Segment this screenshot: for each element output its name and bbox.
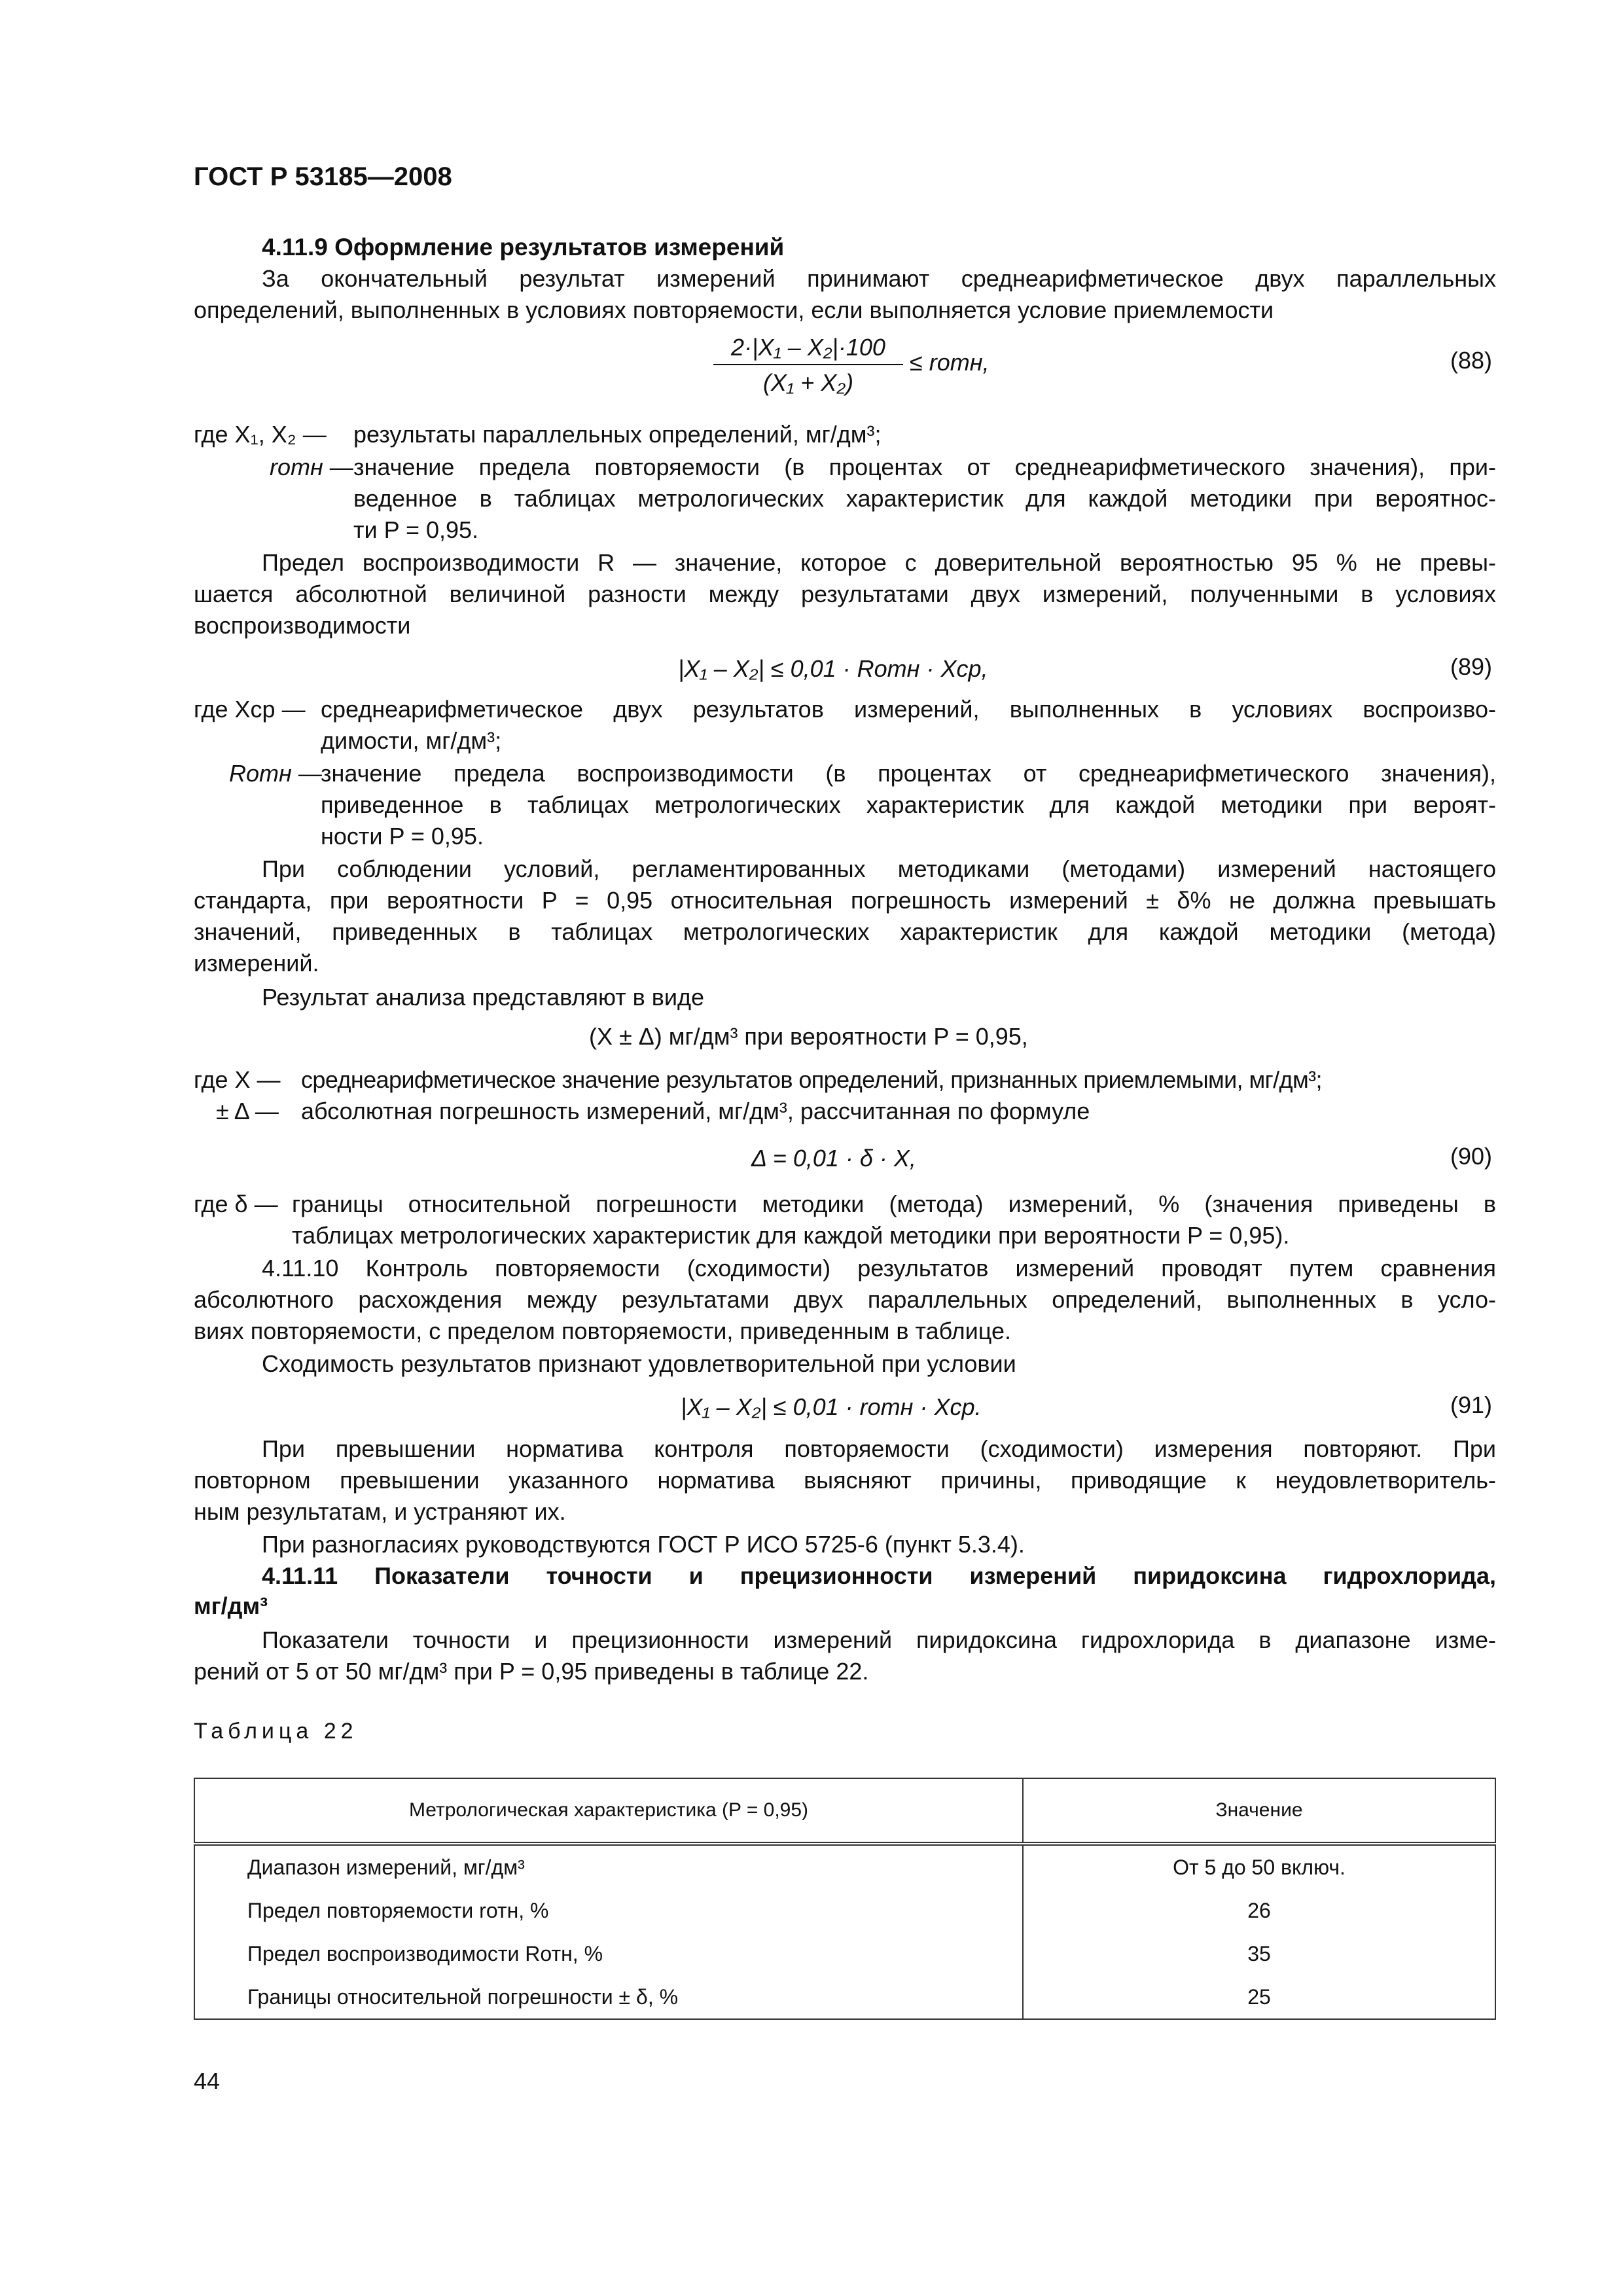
equation-88-denominator: (X₁ + X₂)	[762, 369, 854, 396]
paragraph-line: значений, приведенных в таблицах метрологических характеристик для каждой методики (метода)	[194, 918, 1496, 945]
equation-88-number: (88)	[1450, 347, 1492, 374]
table-cell-value: 25	[1023, 1975, 1495, 2019]
paragraph-line: ным результатам, и устраняют их.	[194, 1498, 566, 1525]
page-number: 44	[194, 2068, 221, 2094]
where-text: ности P = 0,95.	[321, 823, 484, 850]
equation-90: Δ = 0,01 · δ · X,	[751, 1145, 916, 1172]
paragraph-line: Показатели точности и прецизионности измерений пиридоксина гидрохлорида в диапазоне изме-	[262, 1626, 1496, 1653]
table-cell-name: Предел воспроизводимости Rотн, %	[194, 1932, 1023, 1975]
paragraph-line: определений, выполненных в условиях повторяемости, если выполняется условие приемлемости	[194, 296, 1274, 323]
where-lead: где δ —	[194, 1191, 278, 1217]
table-row	[194, 1889, 1495, 1932]
table-row	[194, 1975, 1495, 2019]
where-text: димости, мг/дм³;	[321, 727, 502, 754]
equation-88-fraction	[713, 334, 903, 397]
table-cell-value: 35	[1023, 1932, 1495, 1975]
where-lead: rотн —	[270, 454, 353, 480]
where-text: таблицах метрологических характеристик для каждой методики при вероятности P = 0,95).	[292, 1222, 1290, 1249]
section-4-11-11-title: 4.11.11 Показатели точности и прецизионности измерений пиридоксина гидрохлорида,	[262, 1562, 1496, 1589]
paragraph-line: рений от 5 от 50 мг/дм³ при P = 0,95 приведены в таблице 22.	[194, 1658, 869, 1685]
paragraph-line: шается абсолютной величиной разности между результатами двух измерений, полученными в условиях	[194, 581, 1496, 607]
where-text: веденное в таблицах метрологических характеристик для каждой методики при вероятнос-	[353, 485, 1496, 512]
result-expression: (X ± Δ) мг/дм³ при вероятности P = 0,95,	[589, 1023, 1028, 1050]
paragraph-line: Сходимость результатов признают удовлетворительной при условии	[262, 1350, 1016, 1377]
table-cell-value: От 5 до 50 включ.	[1023, 1844, 1495, 1889]
where-text: приведенное в таблицах метрологических характеристик для каждой методики при вероят-	[321, 791, 1496, 818]
equation-91-number: (91)	[1450, 1391, 1492, 1418]
paragraph-line: абсолютного расхождения между результатами двух параллельных определений, выполненных в усло-	[194, 1286, 1496, 1313]
document-code-header: ГОСТ Р 53185—2008	[194, 162, 452, 191]
equation-91: |X₁ – X₂| ≤ 0,01 · rотн · Xср.	[681, 1393, 982, 1420]
paragraph-line: Предел воспроизводимости R — значение, которое с доверительной вероятностью 95 % не превы-	[262, 549, 1496, 576]
where-text: среднеарифметическое значение результатов определений, признанных приемлемыми, мг/дм³;	[301, 1066, 1322, 1093]
paragraph-line: 4.11.10 Контроль повторяемости (сходимости) результатов измерений проводят путем сравнения	[262, 1255, 1496, 1282]
paragraph-line: За окончательный результат измерений принимают среднеарифметическое двух параллельных	[262, 265, 1496, 292]
paragraph-line: При соблюдении условий, регламентированных методиками (методами) измерений настоящего	[262, 855, 1496, 882]
table-cell-name: Границы относительной погрешности ± δ, %	[194, 1975, 1023, 2019]
table-header-row	[194, 1778, 1495, 1844]
equation-89-number: (89)	[1450, 653, 1492, 680]
paragraph-line: При разногласиях руководствуются ГОСТ Р ИСО 5725-6 (пункт 5.3.4).	[262, 1531, 1025, 1558]
where-text: среднеарифметическое двух результатов измерений, выполненных в условиях воспроизво-	[321, 696, 1496, 723]
paragraph-line: Результат анализа представляют в виде	[262, 984, 705, 1011]
where-text: абсолютная погрешность измерений, мг/дм³, рассчитанная по формуле	[301, 1098, 1090, 1124]
paragraph-line: воспроизводимости	[194, 612, 411, 639]
paragraph-line: При превышении норматива контроля повторяемости (сходимости) измерения повторяют. При	[262, 1435, 1496, 1462]
equation-90-number: (90)	[1450, 1143, 1492, 1170]
where-text: ти P = 0,95.	[353, 516, 479, 543]
table-cell-value: 26	[1023, 1889, 1495, 1932]
paragraph-line: виях повторяемости, с пределом повторяемости, приведенным в таблице.	[194, 1318, 1011, 1344]
table-cell-name: Предел повторяемости rотн, %	[194, 1889, 1023, 1932]
section-4-11-11-title-cont: мг/дм³	[194, 1592, 268, 1619]
table-caption: Таблица 22	[194, 1719, 358, 1744]
table-header-characteristic: Метрологическая характеристика (P = 0,95)	[194, 1778, 1023, 1844]
table-cell-name: Диапазон измерений, мг/дм³	[194, 1844, 1023, 1889]
where-lead: ± Δ —	[216, 1098, 279, 1124]
table-row	[194, 1844, 1495, 1889]
equation-88-numerator: 2·|X₁ – X₂|·100	[713, 334, 903, 365]
paragraph-line: повторном превышении указанного норматива выясняют причины, приводящие к неудовлетворитель-	[194, 1467, 1496, 1494]
paragraph-line: стандарта, при вероятности P = 0,95 относительная погрешность измерений ± δ% не должна превышать	[194, 887, 1496, 914]
where-lead: где Xср —	[194, 696, 306, 723]
section-4-11-9-title: 4.11.9 Оформление результатов измерений	[262, 234, 785, 260]
equation-89: |X₁ – X₂| ≤ 0,01 · Rотн · Xср,	[678, 655, 988, 682]
where-text: значение предела воспроизводимости (в процентах от среднеарифметического значения),	[321, 760, 1496, 787]
metrology-table	[194, 1778, 1496, 2020]
where-text: значение предела повторяемости (в процентах от среднеарифметического значения), при-	[353, 454, 1496, 480]
where-text: границы относительной погрешности методики (метода) измерений, % (значения приведены в	[292, 1191, 1496, 1217]
where-lead: где X₁, X₂ —	[194, 421, 327, 448]
table-row	[194, 1932, 1495, 1975]
paragraph-line: измерений.	[194, 950, 319, 977]
where-lead: где X —	[194, 1066, 281, 1093]
where-lead: Rотн —	[229, 760, 322, 787]
where-text: результаты параллельных определений, мг/дм³;	[353, 421, 882, 448]
equation-88-rhs: ≤ rотн,	[910, 349, 990, 376]
table-header-value: Значение	[1023, 1778, 1495, 1844]
